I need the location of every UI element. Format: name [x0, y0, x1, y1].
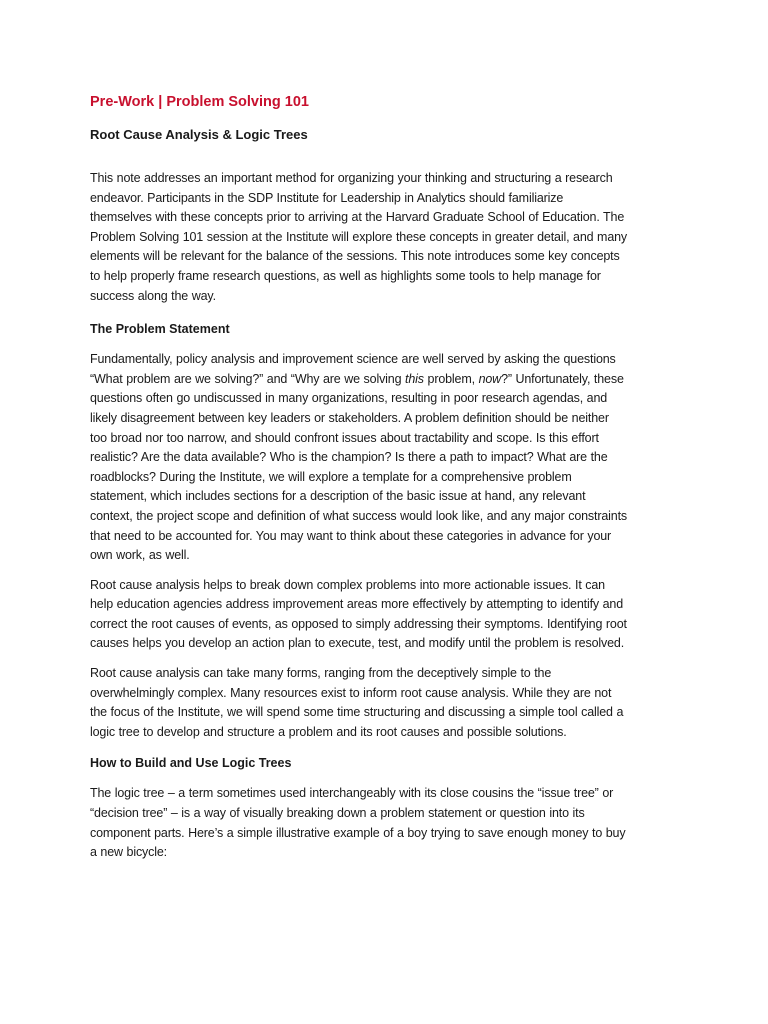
intro-paragraph: This note addresses an important method for organizing your thinking and structuring a research endeavor. Participants in the SDP Institute for Leadership in Analytics should familiarize themselves with these concepts prior to arriving at the Harvard Graduate School of Education. The Problem Solving 101 session at the Institute will explore these concepts in greater detail, and many elements will be relevant for the balance of the sessions. This note introduces some key concepts to help properly frame research questions, as well as highlights some tools to help manage for success along the way.: [90, 171, 628, 303]
header-course: Problem Solving 101: [166, 94, 309, 110]
header-separator: |: [154, 94, 167, 110]
ps-p1-text-b: problem,: [423, 371, 479, 386]
document-subtitle: Root Cause Analysis & Logic Trees: [90, 127, 308, 142]
problem-statement-heading: The Problem Statement: [90, 322, 230, 337]
problem-statement-paragraph-1: [90, 350, 628, 566]
problem-statement-paragraph-2: Root cause analysis helps to break down complex problems into more actionable issues. It can help education agencies address improvement areas more effectively by attempting to identify and correct the root causes of events, as opposed to simply addressing their symptoms. Identifying root causes helps you develop an action plan to execute, test, and modify until the problem is resolved.: [90, 577, 627, 651]
logic-trees-paragraph-1: The logic tree – a term sometimes used interchangeably with its close cousins the “issue tree” or “decision tree” – is a way of visually breaking down a problem statement or question into its component parts. Here’s a simple illustrative example of a boy trying to save enough money to buy a new bicycle:: [90, 786, 626, 860]
ps-p1-emphasis-now: now: [478, 371, 502, 386]
ps-p1-text-a: Fundamentally, policy analysis and improvement science are well served by asking the questions “What problem are we solving?” and “Why are we solving: [90, 352, 616, 386]
ps-p1-emphasis-this: this: [405, 371, 424, 386]
header-prefix: Pre-Work: [90, 94, 155, 110]
ps-p1-text-c: ?” Unfortunately, these questions often go undiscussed in many organizations, resulting in poor research agendas, and likely disagreement between key leaders or stakeholders. A problem definition should be neither too broad nor too narrow, and should confront issues about tractability and scope. Is this effort realistic? Are the data available? Who is the champion? Is there a path to impact? What are the roadblocks? During the Institute, we will explore a template for a comprehensive problem statement, which includes sections for a description of the basic issue at hand, any relevant context, the project scope and definition of what success would look like, and any major constraints that need to be accounted for. You may want to think about these categories in advance for your own work, as well.: [90, 371, 628, 563]
document-header: [90, 91, 628, 113]
logic-trees-heading: How to Build and Use Logic Trees: [90, 756, 292, 771]
problem-statement-paragraph-3: Root cause analysis can take many forms, ranging from the deceptively simple to the overwhelmingly complex. Many resources exist to inform root cause analysis. While they are not the focus of the Institute, we will spend some time structuring and discussing a simple tool called a logic tree to develop and structure a problem and its root causes and possible solutions.: [90, 666, 624, 739]
